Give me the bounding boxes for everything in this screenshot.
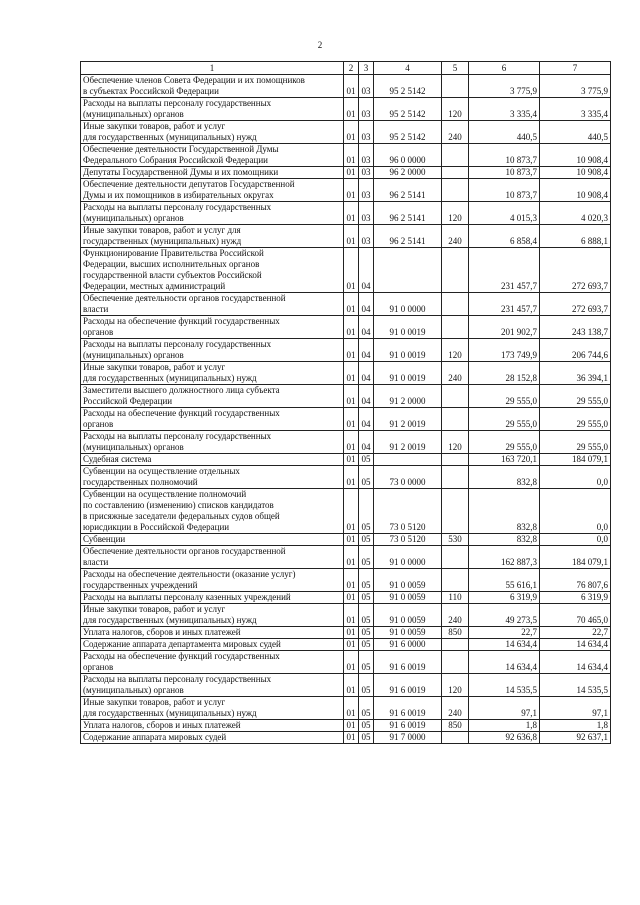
target-article-code: 95 2 5142: [374, 121, 442, 144]
expense-type-code: 120: [442, 431, 469, 454]
expense-type-code: [442, 385, 469, 408]
table-row: [81, 225, 611, 248]
row-name: Иные закупки товаров, работ и услуг для государственных (муниципальных) нужд: [81, 697, 344, 720]
amount-col-6: 28 152,8: [469, 362, 540, 385]
subsection-code: 05: [359, 732, 374, 744]
target-article-code: 91 6 0019: [374, 697, 442, 720]
amount-col-7: 10 908,4: [540, 144, 611, 167]
section-code: 01: [344, 225, 359, 248]
amount-col-6: 10 873,7: [469, 144, 540, 167]
section-code: 01: [344, 121, 359, 144]
row-name: Расходы на обеспечение функций государственных органов: [81, 316, 344, 339]
amount-col-7: 14 634,4: [540, 651, 611, 674]
table-row: [81, 639, 611, 651]
section-code: 01: [344, 408, 359, 431]
target-article-code: 91 6 0019: [374, 651, 442, 674]
target-article-code: 96 2 5141: [374, 202, 442, 225]
target-article-code: 91 0 0059: [374, 627, 442, 639]
section-code: 01: [344, 248, 359, 293]
amount-col-7: 184 079,1: [540, 454, 611, 466]
section-code: 01: [344, 454, 359, 466]
target-article-code: 91 2 0000: [374, 385, 442, 408]
amount-col-7: 76 807,6: [540, 569, 611, 592]
amount-col-6: 832,8: [469, 534, 540, 546]
amount-col-6: 832,8: [469, 489, 540, 534]
amount-col-6: 1,8: [469, 720, 540, 732]
table-row: [81, 466, 611, 489]
amount-col-7: 70 465,0: [540, 604, 611, 627]
amount-col-7: 36 394,1: [540, 362, 611, 385]
expense-type-code: 240: [442, 225, 469, 248]
subsection-code: 05: [359, 627, 374, 639]
section-code: 01: [344, 316, 359, 339]
subsection-code: 05: [359, 546, 374, 569]
row-name: Обеспечение деятельности органов государственной власти: [81, 293, 344, 316]
section-code: 01: [344, 569, 359, 592]
table-row: [81, 408, 611, 431]
section-code: 01: [344, 720, 359, 732]
amount-col-6: 4 015,3: [469, 202, 540, 225]
amount-col-7: 14 535,5: [540, 674, 611, 697]
table-row: [81, 293, 611, 316]
row-name: Иные закупки товаров, работ и услуг для государственных (муниципальных) нужд: [81, 225, 344, 248]
amount-col-7: 29 555,0: [540, 385, 611, 408]
table-row: [81, 546, 611, 569]
section-code: 01: [344, 627, 359, 639]
expense-type-code: [442, 466, 469, 489]
subsection-code: 05: [359, 569, 374, 592]
target-article-code: 91 6 0019: [374, 720, 442, 732]
section-code: 01: [344, 98, 359, 121]
table-row: [81, 674, 611, 697]
amount-col-6: 29 555,0: [469, 408, 540, 431]
subsection-code: 05: [359, 651, 374, 674]
section-code: 01: [344, 534, 359, 546]
target-article-code: 91 6 0000: [374, 639, 442, 651]
amount-col-7: 10 908,4: [540, 167, 611, 179]
target-article-code: 96 2 0000: [374, 167, 442, 179]
row-name: Расходы на выплаты персоналу государственных (муниципальных) органов: [81, 339, 344, 362]
section-code: 01: [344, 604, 359, 627]
subsection-code: 03: [359, 75, 374, 98]
section-code: 01: [344, 639, 359, 651]
table-row: [81, 534, 611, 546]
subsection-code: 03: [359, 121, 374, 144]
amount-col-7: 3 335,4: [540, 98, 611, 121]
row-name: Обеспечение деятельности органов государственной власти: [81, 546, 344, 569]
amount-col-6: 10 873,7: [469, 179, 540, 202]
column-header: 6: [469, 62, 540, 75]
table-row: [81, 385, 611, 408]
section-code: 01: [344, 592, 359, 604]
target-article-code: 73 0 5120: [374, 489, 442, 534]
target-article-code: 96 2 5141: [374, 179, 442, 202]
expense-type-code: 120: [442, 202, 469, 225]
row-name: Субвенции на осуществление отдельных государственных полномочий: [81, 466, 344, 489]
target-article-code: 95 2 5142: [374, 98, 442, 121]
subsection-code: 03: [359, 225, 374, 248]
section-code: 01: [344, 75, 359, 98]
amount-col-7: 206 744,6: [540, 339, 611, 362]
table-row: [81, 454, 611, 466]
target-article-code: 95 2 5142: [374, 75, 442, 98]
target-article-code: 91 2 0019: [374, 431, 442, 454]
expense-type-code: [442, 316, 469, 339]
table-row: [81, 651, 611, 674]
row-name: Расходы на выплаты персоналу государственных (муниципальных) органов: [81, 674, 344, 697]
table-row: [81, 144, 611, 167]
table-row: [81, 569, 611, 592]
subsection-code: 03: [359, 202, 374, 225]
subsection-code: 05: [359, 639, 374, 651]
row-name: Обеспечение деятельности депутатов Государственной Думы и их помощников в избирательных округах: [81, 179, 344, 202]
table-row: [81, 179, 611, 202]
column-header: 7: [540, 62, 611, 75]
row-name: Расходы на обеспечение деятельности (оказание услуг) государственных учреждений: [81, 569, 344, 592]
section-code: 01: [344, 651, 359, 674]
expense-type-code: [442, 167, 469, 179]
amount-col-6: 231 457,7: [469, 293, 540, 316]
subsection-code: 05: [359, 489, 374, 534]
expense-type-code: [442, 179, 469, 202]
expense-type-code: [442, 546, 469, 569]
table-row: [81, 431, 611, 454]
row-name: Расходы на выплаты персоналу государственных (муниципальных) органов: [81, 431, 344, 454]
row-name: Обеспечение деятельности Государственной Думы Федерального Собрания Российской Федерации: [81, 144, 344, 167]
page-number: 2: [317, 40, 323, 50]
expense-type-code: 120: [442, 674, 469, 697]
target-article-code: 91 0 0059: [374, 604, 442, 627]
amount-col-6: 832,8: [469, 466, 540, 489]
amount-col-6: 14 634,4: [469, 651, 540, 674]
amount-col-6: 440,5: [469, 121, 540, 144]
expense-type-code: [442, 651, 469, 674]
expense-type-code: [442, 144, 469, 167]
amount-col-7: 0,0: [540, 489, 611, 534]
amount-col-7: 14 634,4: [540, 639, 611, 651]
expense-type-code: [442, 408, 469, 431]
table-row: [81, 604, 611, 627]
subsection-code: 04: [359, 248, 374, 293]
section-code: 01: [344, 697, 359, 720]
table-row: [81, 167, 611, 179]
row-name: Судебная система: [81, 454, 344, 466]
amount-col-7: 6 319,9: [540, 592, 611, 604]
amount-col-6: 22,7: [469, 627, 540, 639]
amount-col-6: 29 555,0: [469, 385, 540, 408]
table-row: [81, 627, 611, 639]
section-code: 01: [344, 489, 359, 534]
subsection-code: 05: [359, 604, 374, 627]
amount-col-6: 6 319,9: [469, 592, 540, 604]
row-name: Содержание аппарата департамента мировых судей: [81, 639, 344, 651]
subsection-code: 03: [359, 179, 374, 202]
expense-type-code: [442, 489, 469, 534]
amount-col-6: 6 858,4: [469, 225, 540, 248]
expense-type-code: [442, 569, 469, 592]
amount-col-6: 3 335,4: [469, 98, 540, 121]
amount-col-6: 55 616,1: [469, 569, 540, 592]
row-name: Расходы на обеспечение функций государственных органов: [81, 408, 344, 431]
expense-type-code: [442, 75, 469, 98]
subsection-code: 05: [359, 534, 374, 546]
amount-col-7: 97,1: [540, 697, 611, 720]
amount-col-6: 14 634,4: [469, 639, 540, 651]
amount-col-7: 272 693,7: [540, 293, 611, 316]
target-article-code: 73 0 0000: [374, 466, 442, 489]
section-code: 01: [344, 385, 359, 408]
amount-col-7: 243 138,7: [540, 316, 611, 339]
target-article-code: 91 0 0059: [374, 569, 442, 592]
target-article-code: [374, 248, 442, 293]
subsection-code: 05: [359, 466, 374, 489]
row-name: Заместители высшего должностного лица субъекта Российской Федерации: [81, 385, 344, 408]
section-code: 01: [344, 732, 359, 744]
target-article-code: 91 0 0000: [374, 293, 442, 316]
expense-type-code: [442, 639, 469, 651]
amount-col-6: 163 720,1: [469, 454, 540, 466]
row-name: Расходы на обеспечение функций государственных органов: [81, 651, 344, 674]
target-article-code: 91 0 0000: [374, 546, 442, 569]
target-article-code: [374, 454, 442, 466]
section-code: 01: [344, 546, 359, 569]
column-header: 4: [374, 62, 442, 75]
row-name: Обеспечение членов Совета Федерации и их помощников в субъектах Российской Федерации: [81, 75, 344, 98]
row-name: Уплата налогов, сборов и иных платежей: [81, 720, 344, 732]
table-row: [81, 362, 611, 385]
section-code: 01: [344, 674, 359, 697]
expense-type-code: [442, 732, 469, 744]
subsection-code: 05: [359, 592, 374, 604]
amount-col-6: 3 775,9: [469, 75, 540, 98]
section-code: 01: [344, 466, 359, 489]
column-header: 1: [81, 62, 344, 75]
section-code: 01: [344, 167, 359, 179]
table-row: [81, 339, 611, 362]
expense-type-code: 530: [442, 534, 469, 546]
table-row: [81, 248, 611, 293]
amount-col-7: 440,5: [540, 121, 611, 144]
amount-col-7: 29 555,0: [540, 431, 611, 454]
row-name: Иные закупки товаров, работ и услуг для государственных (муниципальных) нужд: [81, 604, 344, 627]
table-row: [81, 592, 611, 604]
row-name: Депутаты Государственной Думы и их помощники: [81, 167, 344, 179]
subsection-code: 04: [359, 408, 374, 431]
row-name: Функционирование Правительства Российской Федерации, высших исполнительных органов государственной власти субъектов Российской Федерации, местных администраций: [81, 248, 344, 293]
expense-type-code: 240: [442, 604, 469, 627]
column-header: 3: [359, 62, 374, 75]
amount-col-6: 201 902,7: [469, 316, 540, 339]
expense-type-code: [442, 454, 469, 466]
target-article-code: 91 7 0000: [374, 732, 442, 744]
amount-col-7: 6 888,1: [540, 225, 611, 248]
table-row: [81, 697, 611, 720]
subsection-code: 03: [359, 144, 374, 167]
target-article-code: 91 0 0019: [374, 316, 442, 339]
table-row: [81, 720, 611, 732]
expense-type-code: 240: [442, 121, 469, 144]
expense-type-code: 850: [442, 627, 469, 639]
table-row: [81, 732, 611, 744]
amount-col-6: 92 636,8: [469, 732, 540, 744]
expense-type-code: 240: [442, 362, 469, 385]
subsection-code: 05: [359, 720, 374, 732]
section-code: 01: [344, 339, 359, 362]
target-article-code: 73 0 5120: [374, 534, 442, 546]
subsection-code: 04: [359, 316, 374, 339]
table-row: [81, 75, 611, 98]
target-article-code: 96 0 0000: [374, 144, 442, 167]
row-name: Расходы на выплаты персоналу казенных учреждений: [81, 592, 344, 604]
target-article-code: 91 0 0019: [374, 339, 442, 362]
row-name: Иные закупки товаров, работ и услуг для государственных (муниципальных) нужд: [81, 121, 344, 144]
budget-table: [80, 61, 611, 744]
amount-col-7: 0,0: [540, 466, 611, 489]
target-article-code: 91 0 0019: [374, 362, 442, 385]
row-name: Субвенции: [81, 534, 344, 546]
target-article-code: 91 6 0019: [374, 674, 442, 697]
amount-col-7: 3 775,9: [540, 75, 611, 98]
subsection-code: 05: [359, 674, 374, 697]
row-name: Субвенции на осуществление полномочий по составлению (изменению) списков кандидатов в присяжные заседатели федеральных судов общей юрисдикции в Российской Федерации: [81, 489, 344, 534]
expense-type-code: [442, 248, 469, 293]
table-row: [81, 316, 611, 339]
table-row: [81, 121, 611, 144]
amount-col-7: 0,0: [540, 534, 611, 546]
subsection-code: 04: [359, 293, 374, 316]
amount-col-6: 14 535,5: [469, 674, 540, 697]
target-article-code: 96 2 5141: [374, 225, 442, 248]
subsection-code: 04: [359, 339, 374, 362]
amount-col-6: 49 273,5: [469, 604, 540, 627]
amount-col-7: 184 079,1: [540, 546, 611, 569]
row-name: Содержание аппарата мировых судей: [81, 732, 344, 744]
amount-col-7: 1,8: [540, 720, 611, 732]
table-row: [81, 98, 611, 121]
target-article-code: 91 2 0019: [374, 408, 442, 431]
section-code: 01: [344, 293, 359, 316]
amount-col-6: 173 749,9: [469, 339, 540, 362]
table-row: [81, 202, 611, 225]
column-header: 2: [344, 62, 359, 75]
amount-col-7: 29 555,0: [540, 408, 611, 431]
amount-col-6: 29 555,0: [469, 431, 540, 454]
expense-type-code: [442, 293, 469, 316]
target-article-code: 91 0 0059: [374, 592, 442, 604]
expense-type-code: 110: [442, 592, 469, 604]
row-name: Иные закупки товаров, работ и услуг для государственных (муниципальных) нужд: [81, 362, 344, 385]
section-code: 01: [344, 362, 359, 385]
section-code: 01: [344, 431, 359, 454]
amount-col-7: 4 020,3: [540, 202, 611, 225]
amount-col-7: 10 908,4: [540, 179, 611, 202]
expense-type-code: 120: [442, 339, 469, 362]
subsection-code: 05: [359, 454, 374, 466]
amount-col-6: 162 887,3: [469, 546, 540, 569]
table-row: [81, 489, 611, 534]
amount-col-6: 10 873,7: [469, 167, 540, 179]
amount-col-6: 97,1: [469, 697, 540, 720]
subsection-code: 03: [359, 167, 374, 179]
row-name: Уплата налогов, сборов и иных платежей: [81, 627, 344, 639]
subsection-code: 04: [359, 362, 374, 385]
column-header: 5: [442, 62, 469, 75]
amount-col-6: 231 457,7: [469, 248, 540, 293]
amount-col-7: 92 637,1: [540, 732, 611, 744]
subsection-code: 03: [359, 98, 374, 121]
section-code: 01: [344, 144, 359, 167]
row-name: Расходы на выплаты персоналу государственных (муниципальных) органов: [81, 98, 344, 121]
expense-type-code: 850: [442, 720, 469, 732]
section-code: 01: [344, 202, 359, 225]
amount-col-7: 22,7: [540, 627, 611, 639]
subsection-code: 04: [359, 385, 374, 408]
row-name: Расходы на выплаты персоналу государственных (муниципальных) органов: [81, 202, 344, 225]
subsection-code: 04: [359, 431, 374, 454]
amount-col-7: 272 693,7: [540, 248, 611, 293]
expense-type-code: 240: [442, 697, 469, 720]
expense-type-code: 120: [442, 98, 469, 121]
section-code: 01: [344, 179, 359, 202]
subsection-code: 05: [359, 697, 374, 720]
table-header-row: [81, 62, 611, 75]
